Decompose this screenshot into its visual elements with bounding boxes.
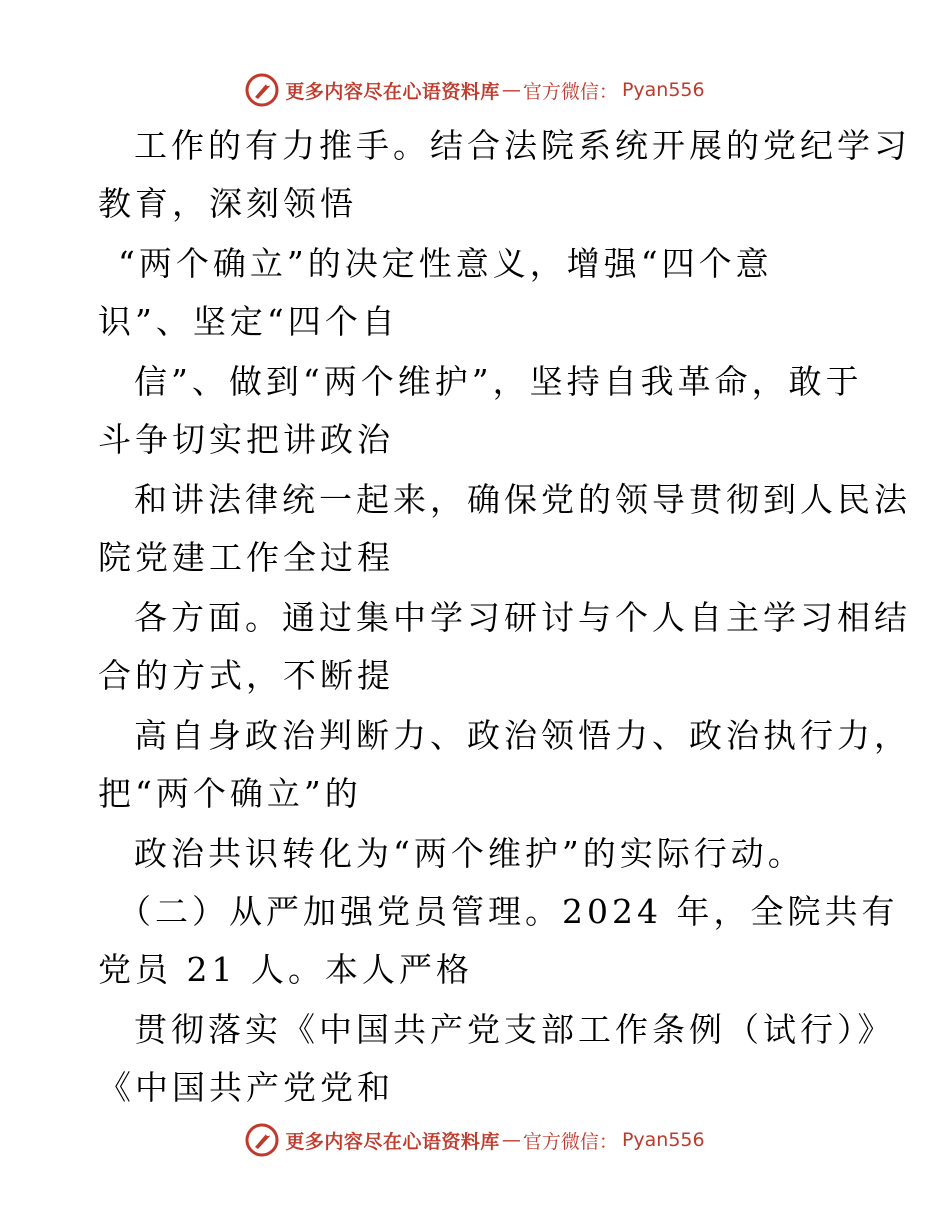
body-line: 识”、坚定“四个自 (98, 302, 399, 341)
watermark-separator: — (501, 79, 521, 101)
body-line: 教育，深刻领悟 (98, 184, 357, 223)
body-line: 工作的有力推手。结合法院系统开展的党纪学习 (134, 126, 911, 165)
footer-watermark (0, 1120, 950, 1160)
body-line: “两个确立”的决定性意义，增强“四个意 (118, 244, 773, 283)
body-line: 院党建工作全过程 (98, 538, 394, 577)
body-line: 把“两个确立”的 (98, 774, 362, 813)
body-line: 政治共识转化为“两个维护”的实际行动。 (134, 834, 805, 873)
watermark-label: 官方微信： (522, 80, 618, 103)
body-line: 各方面。通过集中学习研讨与个人自主学习相结 (134, 598, 911, 637)
watermark-site-text: 更多内容尽在心语资料库 (285, 1130, 500, 1153)
body-line: 《中国共产党党和 (98, 1068, 394, 1107)
pen-nib-logo-icon (245, 73, 279, 107)
body-line: 党员 21 人。本人严格 (98, 950, 473, 989)
watermark-account: Pyan556 (621, 1129, 705, 1151)
watermark-label: 官方微信： (522, 1130, 618, 1153)
watermark-account: Pyan556 (621, 79, 705, 101)
body-line: 合的方式，不断提 (98, 656, 394, 695)
body-line: 高自身政治判断力、政治领悟力、政治执行力， (134, 716, 911, 755)
body-line: 斗争切实把讲政治 (98, 420, 394, 459)
header-watermark (0, 70, 950, 110)
body-line: 信”、做到“两个维护”，坚持自我革命，敢于 (134, 362, 863, 401)
body-line: （二）从严加强党员管理。2024 年，全院共有 (118, 892, 899, 931)
body-line: 和讲法律统一起来，确保党的领导贯彻到人民法 (134, 480, 911, 519)
pen-nib-logo-icon (245, 1123, 279, 1157)
watermark-separator: — (501, 1129, 521, 1151)
body-line: 贯彻落实《中国共产党支部工作条例（试行）》 (134, 1010, 895, 1049)
watermark-site-text: 更多内容尽在心语资料库 (285, 80, 500, 103)
